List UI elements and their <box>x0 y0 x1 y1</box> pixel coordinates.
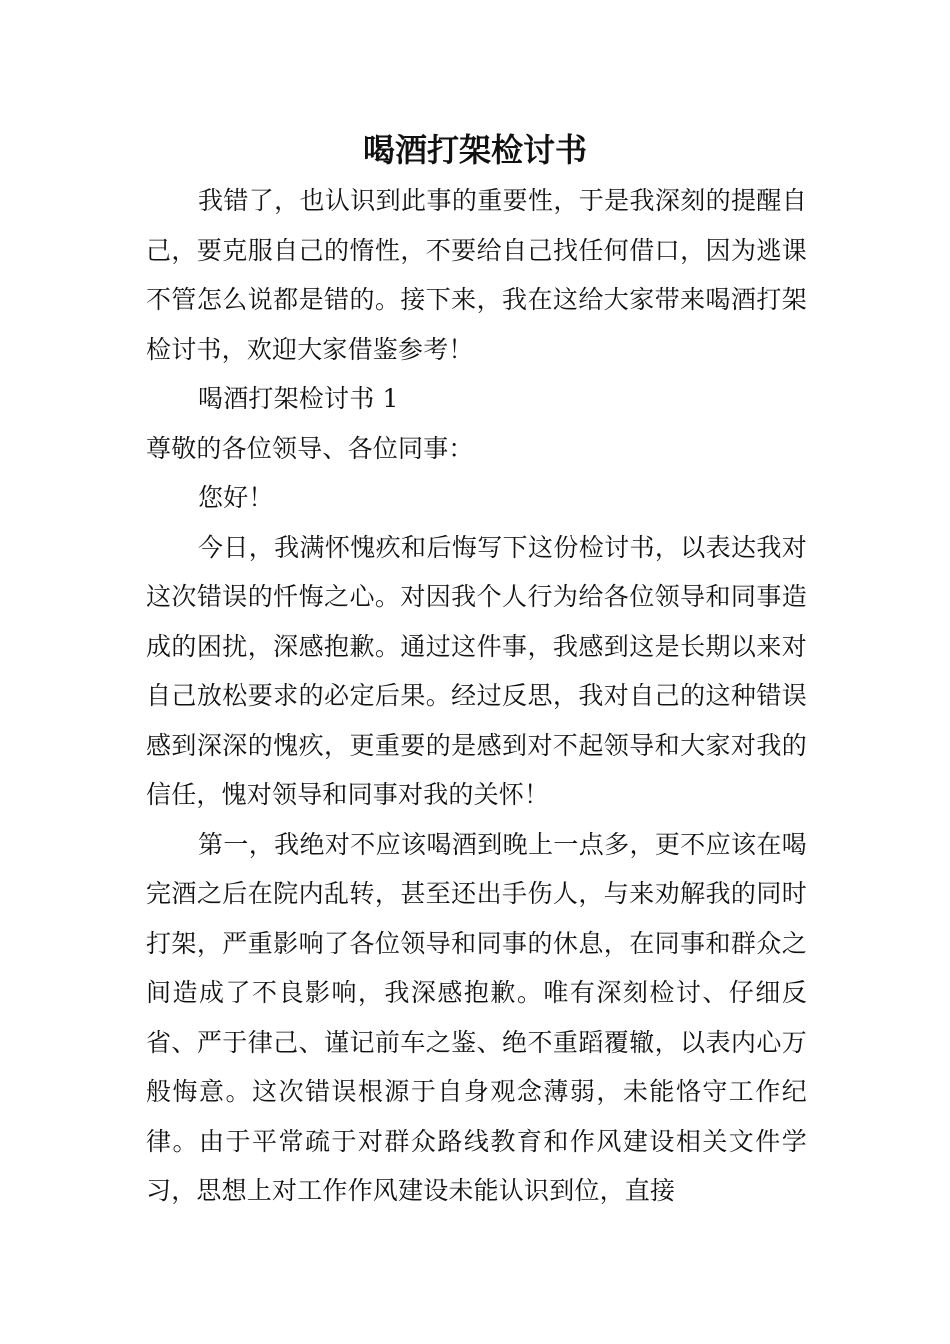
paragraph-body-2: 第一，我绝对不应该喝酒到晚上一点多，更不应该在喝完酒之后在院内乱转，甚至还出手伤人，与来劝解我的同时打架，严重影响了各位领导和同事的休息，在同事和群众之间造成了不良影响，我深感抱歉。唯有深刻检讨、仔细反省、严于律己、谨记前车之鉴、绝不重蹈覆辙，以表内心万般悔意。这次错误根源于自身观念薄弱，未能恪守工作纪律。由于平常疏于对群众路线教育和作风建设相关文件学习，思想上对工作作风建设未能认识到位，直接 <box>146 829 807 1205</box>
salutation: 尊敬的各位领导、各位同事： <box>146 433 474 463</box>
document-body <box>146 176 807 1216</box>
section-heading: 喝酒打架检讨书 1 <box>198 384 399 413</box>
document-title: 喝酒打架检讨书 <box>362 131 587 169</box>
paragraph-intro: 我错了，也认识到此事的重要性，于是我深刻的提醒自己，要克服自己的惰性，不要给自己找任何借口，因为逃课不管怎么说都是错的。接下来，我在这给大家带来喝酒打架检讨书，欢迎大家借鉴参考！ <box>146 186 807 364</box>
greeting: 您好！ <box>198 483 274 512</box>
paragraph-body-1: 今日，我满怀愧疚和后悔写下这份检讨书，以表达我对这次错误的忏悔之心。对因我个人行为给各位领导和同事造成的困扰，深感抱歉。通过这件事，我感到这是长期以来对自己放松要求的必定后果。经过反思，我对自己的这种错误感到深深的愧疚，更重要的是感到对不起领导和大家对我的信任，愧对领导和同事对我的关怀！ <box>146 532 807 809</box>
